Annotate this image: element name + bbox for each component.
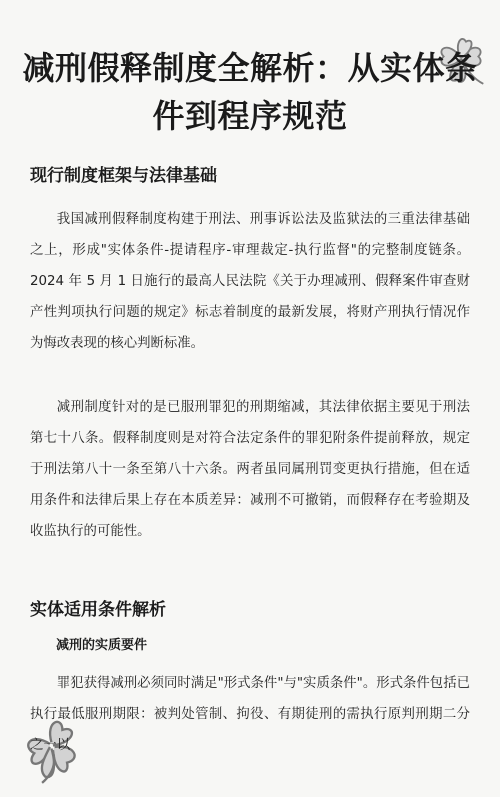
paragraph-framework-1: 我国减刑假释制度构建于刑法、刑事诉讼法及监狱法的三重法律基础之上，形成"实体条件-提请程序-审理裁定-执行监督"的完整制度链条。2024 年 5 月 1 日施行的最高人民法院《关于办理减刑、假释案件审查财产性判项执行问题的规定》标志着制度的最新发展，将财产刑执行情况作为悔改表现的核心判断标准。 <box>30 212 470 351</box>
paragraph-substantive-1: 罪犯获得减刑必须同时满足"形式条件"与"实质条件"。形式条件包括已执行最低服刑期限：被判处管制、拘役、有期徒刑的需执行原判刑期二分之一以 <box>30 676 470 753</box>
subheading-commutation-requirements: 减刑的实质要件 <box>56 638 148 653</box>
section-heading-framework: 现行制度框架与法律基础 <box>30 166 217 186</box>
paragraph-framework-2: 减刑制度针对的是已服刑罪犯的刑期缩减，其法律依据主要见于刑法第七十八条。假释制度则是对符合法定条件的罪犯附条件提前释放，规定于刑法第八十一条至第八十六条。两者虽同属刑罚变更执行措施，但在适用条件和法律后果上存在本质差异：减刑不可撤销，而假释存在考验期及收监执行的可能性。 <box>30 400 470 539</box>
article-title: 减刑假释制度全解析：从实体条件到程序规范 <box>22 49 478 135</box>
section-heading-substantive: 实体适用条件解析 <box>30 600 166 620</box>
